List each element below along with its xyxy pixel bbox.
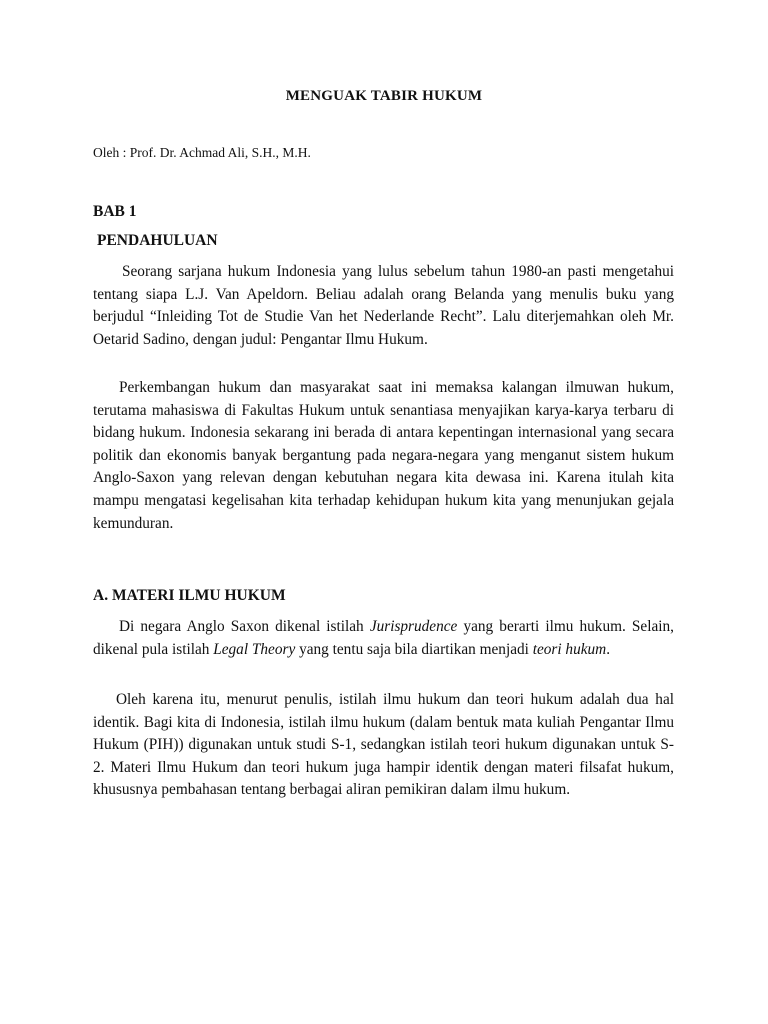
paragraph-development: Perkembangan hukum dan masyarakat saat ini memaksa kalangan ilmuwan hukum, terutama mahasiswa di Fakultas Hukum untuk senantiasa menyajikan karya-karya terbaru di bidang hukum. Indonesia sekarang ini berada di antara kepentingan internasional yang secara politik dan ekonomis banyak bergantung pada negara-negara yang menganut sistem hukum Anglo-Saxon yang relevan dengan kebutuhan negara kita dewasa ini. Karena itulah kita mampu mengatasi kegelisahan kita terhadap kehidupan hukum kita yang menunjukan gejala kemunduran. — [93, 379, 674, 532]
paragraph-text: . — [606, 640, 611, 658]
term-teori-hukum: teori hukum — [532, 640, 607, 658]
paragraph-text: yang tentu saja bila diartikan menjadi — [295, 640, 533, 658]
paragraph-terms — [93, 616, 674, 661]
document-title: MENGUAK TABIR HUKUM — [285, 88, 483, 104]
author-line: Oleh : Prof. Dr. Achmad Ali, S.H., M.H. — [93, 145, 311, 160]
paragraph-conclusion: Oleh karena itu, menurut penulis, istilah ilmu hukum dan teori hukum adalah dua hal identik. Bagi kita di Indonesia, istilah ilmu hukum (dalam bentuk mata kuliah Pengantar Ilmu Hukum (PIH)) digunakan untuk studi S-1, sedangkan istilah teori hukum digunakan untuk S-2. Materi Ilmu Hukum dan teori hukum juga hampir identik dengan materi filsafat hukum, khususnya pembahasan tentang berbagai aliran pemikiran dalam ilmu hukum. — [93, 691, 674, 799]
paragraph-text: yang berarti ilmu hukum. Selain, dikenal pula istilah — [93, 618, 674, 658]
term-legal-theory: Legal Theory — [213, 640, 296, 658]
section-heading: A. MATERI ILMU HUKUM — [93, 587, 286, 604]
chapter-number: BAB 1 — [93, 203, 137, 220]
chapter-title: PENDAHULUAN — [97, 232, 218, 249]
term-jurisprudence: Jurisprudence — [369, 618, 458, 635]
paragraph-introduction: Seorang sarjana hukum Indonesia yang lulus sebelum tahun 1980-an pasti mengetahui tentang siapa L.J. Van Apeldorn. Beliau adalah orang Belanda yang menulis buku yang berjudul “Inleiding Tot de Studie Van het Nederlande Recht”. Lalu diterjemahkan oleh Mr. Oetarid Sadino, dengan judul: Pengantar Ilmu Hukum. — [93, 263, 674, 348]
paragraph-text: Di negara Anglo Saxon dikenal istilah — [119, 618, 370, 635]
